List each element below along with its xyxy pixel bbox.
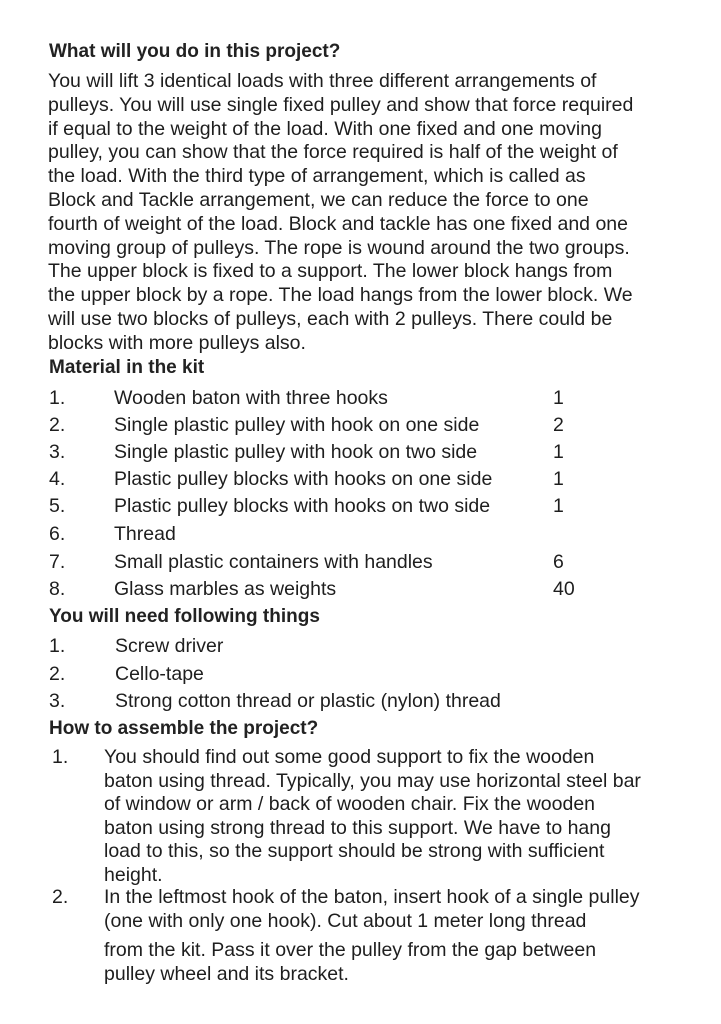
intro-line: You will lift 3 identical loads with three different arrangements of bbox=[48, 70, 597, 92]
assemble-step-number: 1. bbox=[52, 746, 69, 768]
kit-item-name: Single plastic pulley with hook on two side bbox=[114, 441, 478, 463]
intro-line: blocks with more pulleys also. bbox=[48, 331, 306, 354]
assemble-step-line: pulley wheel and its bracket. bbox=[104, 962, 349, 985]
kit-item-number: 2. bbox=[49, 414, 66, 436]
assemble-step-text bbox=[104, 746, 641, 887]
need-item-name: Screw driver bbox=[115, 635, 224, 657]
intro-heading: What will you do in this project? bbox=[49, 41, 341, 62]
assemble-step-line: baton using strong thread to this support. We have to hang bbox=[104, 816, 611, 839]
kit-item-name: Single plastic pulley with hook on one side bbox=[114, 414, 480, 436]
need-item-number: 1. bbox=[49, 635, 66, 657]
kit-item-name: Plastic pulley blocks with hooks on two side bbox=[114, 495, 491, 517]
intro-line: pulleys. You will use single fixed pulley and show that force required bbox=[48, 93, 634, 116]
intro-paragraph bbox=[48, 70, 698, 356]
intro-line: if equal to the weight of the load. With one fixed and one moving bbox=[48, 117, 602, 140]
kit-item-quantity: 6 bbox=[553, 551, 564, 573]
intro-line: fourth of weight of the load. Block and tackle has one fixed and one bbox=[48, 212, 628, 235]
kit-item-number: 4. bbox=[49, 468, 66, 490]
assemble-step-line: from the kit. Pass it over the pulley from the gap between bbox=[104, 939, 597, 961]
kit-item-number: 6. bbox=[49, 523, 66, 545]
kit-item-number: 3. bbox=[49, 441, 66, 463]
intro-line: the load. With the third type of arrangement, which is called as bbox=[48, 165, 586, 188]
need-item-name: Cello-tape bbox=[115, 663, 204, 685]
assemble-step-line: baton using thread. Typically, you may use horizontal steel bar bbox=[104, 769, 641, 792]
assemble-heading: How to assemble the project? bbox=[49, 718, 319, 739]
assemble-step-line: You should find out some good support to fix the wooden bbox=[104, 746, 595, 768]
intro-line: The upper block is fixed to a support. The lower block hangs from bbox=[48, 260, 613, 283]
kit-item-quantity: 1 bbox=[553, 495, 564, 517]
kit-item-quantity: 40 bbox=[553, 578, 575, 600]
kit-item-quantity: 1 bbox=[553, 387, 564, 409]
kit-item-quantity: 2 bbox=[553, 414, 564, 436]
intro-line: moving group of pulleys. The rope is wound around the two groups. bbox=[48, 236, 630, 259]
kit-item-number: 7. bbox=[49, 551, 66, 573]
kit-item-number: 1. bbox=[49, 387, 66, 409]
need-item-name: Strong cotton thread or plastic (nylon) thread bbox=[115, 690, 501, 712]
kit-item-quantity: 1 bbox=[553, 441, 564, 463]
intro-line: Block and Tackle arrangement, we can reduce the force to one bbox=[48, 188, 589, 211]
kit-heading: Material in the kit bbox=[49, 357, 205, 378]
intro-line: will use two blocks of pulleys, each with 2 pulleys. There could be bbox=[48, 307, 613, 330]
intro-line: the upper block by a rope. The load hangs from the lower block. We bbox=[48, 284, 633, 307]
assemble-step-line: of window or arm / back of wooden chair. Fix the wooden bbox=[104, 793, 596, 815]
kit-item-number: 8. bbox=[49, 578, 66, 600]
kit-item-name: Glass marbles as weights bbox=[114, 578, 337, 600]
kit-item-name: Plastic pulley blocks with hooks on one side bbox=[114, 468, 493, 490]
kit-item-quantity: 1 bbox=[553, 468, 564, 490]
assemble-step-text bbox=[104, 886, 640, 986]
assemble-step-line: In the leftmost hook of the baton, insert hook of a single pulley bbox=[104, 886, 640, 908]
need-item-number: 2. bbox=[49, 663, 66, 685]
need-item-number: 3. bbox=[49, 690, 66, 712]
assemble-step-number: 2. bbox=[52, 886, 69, 908]
kit-item-name: Wooden baton with three hooks bbox=[114, 387, 388, 409]
kit-item-number: 5. bbox=[49, 495, 66, 517]
intro-line: pulley, you can show that the force required is half of the weight of bbox=[48, 141, 618, 164]
assemble-step-line: height. bbox=[104, 863, 163, 886]
kit-item-name: Thread bbox=[114, 523, 176, 545]
assemble-step-line: load to this, so the support should be strong with sufficient bbox=[104, 840, 605, 862]
assemble-step-line: (one with only one hook). Cut about 1 meter long thread bbox=[104, 909, 587, 932]
need-heading: You will need following things bbox=[49, 606, 320, 627]
kit-item-name: Small plastic containers with handles bbox=[114, 551, 433, 573]
